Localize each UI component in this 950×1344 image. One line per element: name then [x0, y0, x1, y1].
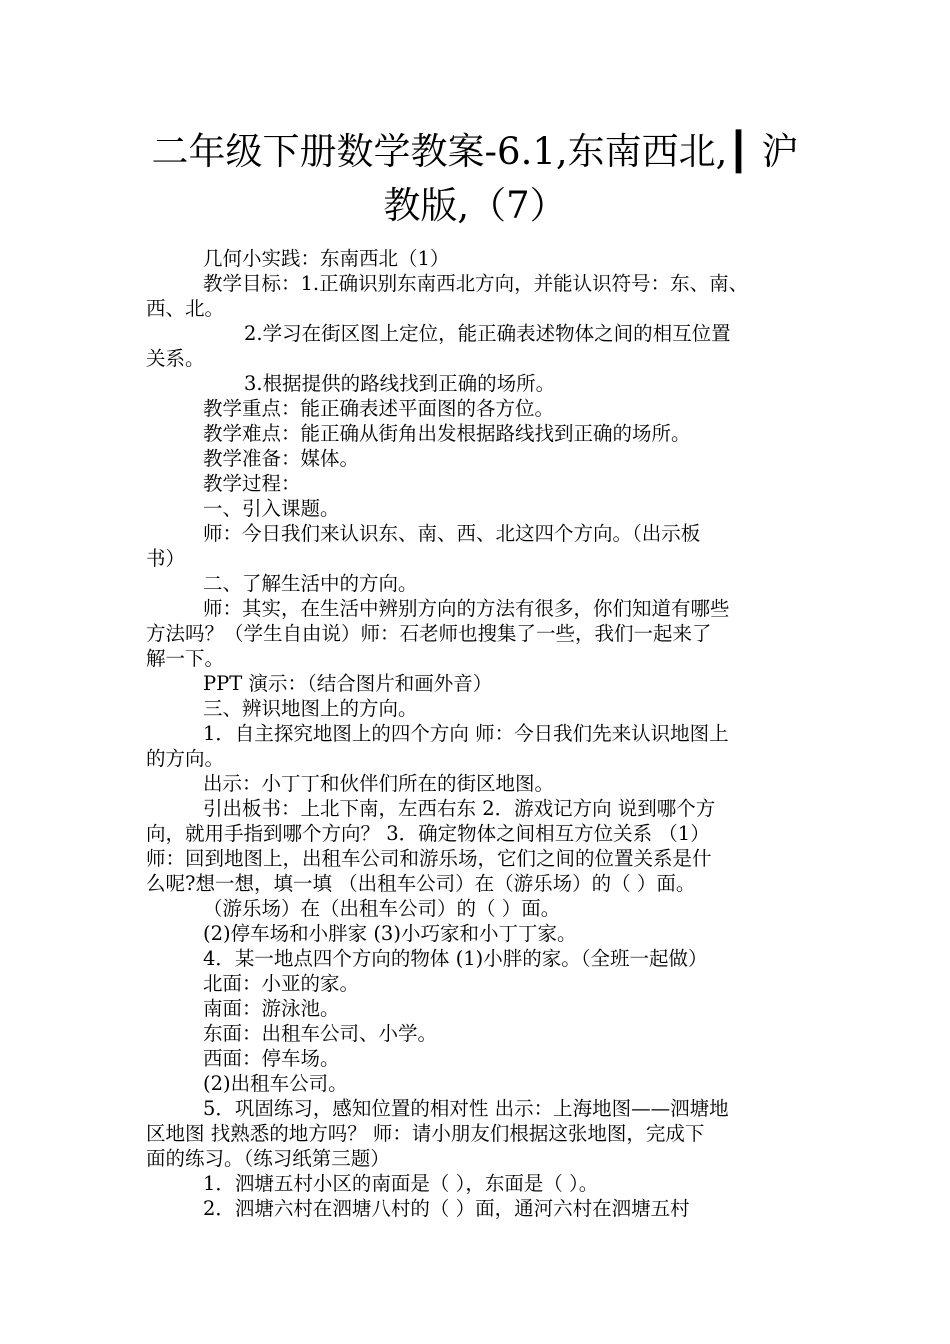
- text-line: 面的练习。（练习纸第三题）: [146, 1147, 390, 1170]
- text-line: PPT 演示：（结合图片和画外音）: [203, 672, 493, 695]
- text-line: 关系。: [146, 347, 205, 370]
- text-line: 么呢?想一想，填一填 （出租车公司）在（游乐场）的（ ）面。: [146, 872, 696, 895]
- text-line: 的方向。: [146, 747, 225, 770]
- text-line: 东面：出租车公司、小学。: [203, 1022, 438, 1045]
- text-line: 教学准备：媒体。: [203, 447, 360, 470]
- text-line: 师：回到地图上，出租车公司和游乐场，它们之间的位置关系是什: [146, 847, 712, 870]
- text-line: 二、了解生活中的方向。: [203, 572, 418, 595]
- text-line: 西、北。: [146, 297, 225, 320]
- text-line: 师：今日我们来认识东、南、西、北这四个方向。（出示板: [203, 522, 701, 545]
- text-line: 教学目标：1.正确识别东南西北方向，并能认识符号：东、南、: [203, 272, 749, 295]
- text-line: (2)出租车公司。: [203, 1072, 348, 1095]
- text-line: 北面：小亚的家。: [203, 972, 360, 995]
- text-line: （游乐场）在（出租车公司）的（ ）面。: [203, 897, 561, 920]
- text-line: 3.根据提供的路线找到正确的场所。: [244, 372, 556, 395]
- text-line: (2)停车场和小胖家 (3)小巧家和小丁丁家。: [203, 922, 577, 945]
- text-line: 引出板书：上北下南，左西右东 2．游戏记方向 说到哪个方: [203, 797, 716, 820]
- text-line: 一、引入课题。: [203, 497, 340, 520]
- text-line: 5．巩固练习，感知位置的相对性 出示：上海地图——泗塘地: [203, 1097, 729, 1120]
- text-line: 西面：停车场。: [203, 1047, 340, 1070]
- title-line-2: 教版,（7）: [383, 184, 567, 227]
- text-line: 师：其实，在生活中辨别方向的方法有很多，你们知道有哪些: [203, 597, 730, 620]
- text-line: 教学难点：能正确从街角出发根据路线找到正确的场所。: [203, 422, 691, 445]
- text-line: 解一下。: [146, 647, 225, 670]
- text-line: 出示：小丁丁和伙伴们所在的街区地图。: [203, 772, 555, 795]
- title-line-1: 二年级下册数学教案-6.1,东南西北,┃ 沪: [151, 130, 799, 173]
- page-title: [100, 125, 850, 233]
- text-line: 几何小实践：东南西北（1）: [203, 247, 450, 270]
- text-line: 向，就用手指到哪个方向？ 3．确定物体之间相互方位关系 （1）: [146, 822, 710, 845]
- text-line: 三、辨识地图上的方向。: [203, 697, 418, 720]
- text-line: 2．泗塘六村在泗塘八村的（ ）面，通河六村在泗塘五村: [203, 1197, 690, 1220]
- text-line: 书）: [146, 547, 186, 570]
- text-line: 教学过程：: [203, 472, 301, 495]
- text-line: 4．某一地点四个方向的物体 (1)小胖的家。（全班一起做）: [203, 947, 708, 970]
- text-line: 方法吗？（学生自由说）师：石老师也搜集了一些，我们一起来了: [146, 622, 712, 645]
- document-body: [146, 246, 836, 1221]
- text-line: 区地图 找熟悉的地方吗？ 师：请小朋友们根据这张地图，完成下: [146, 1122, 705, 1145]
- text-line: 教学重点：能正确表述平面图的各方位。: [203, 397, 555, 420]
- text-line: 南面：游泳池。: [203, 997, 340, 1020]
- text-line: 1．泗塘五村小区的南面是（ ），东面是（ ）。: [203, 1172, 599, 1195]
- text-line: 1．自主探究地图上的四个方向 师：今日我们先来认识地图上: [203, 722, 729, 745]
- text-line: 2.学习在街区图上定位，能正确表述物体之间的相互位置: [244, 322, 731, 345]
